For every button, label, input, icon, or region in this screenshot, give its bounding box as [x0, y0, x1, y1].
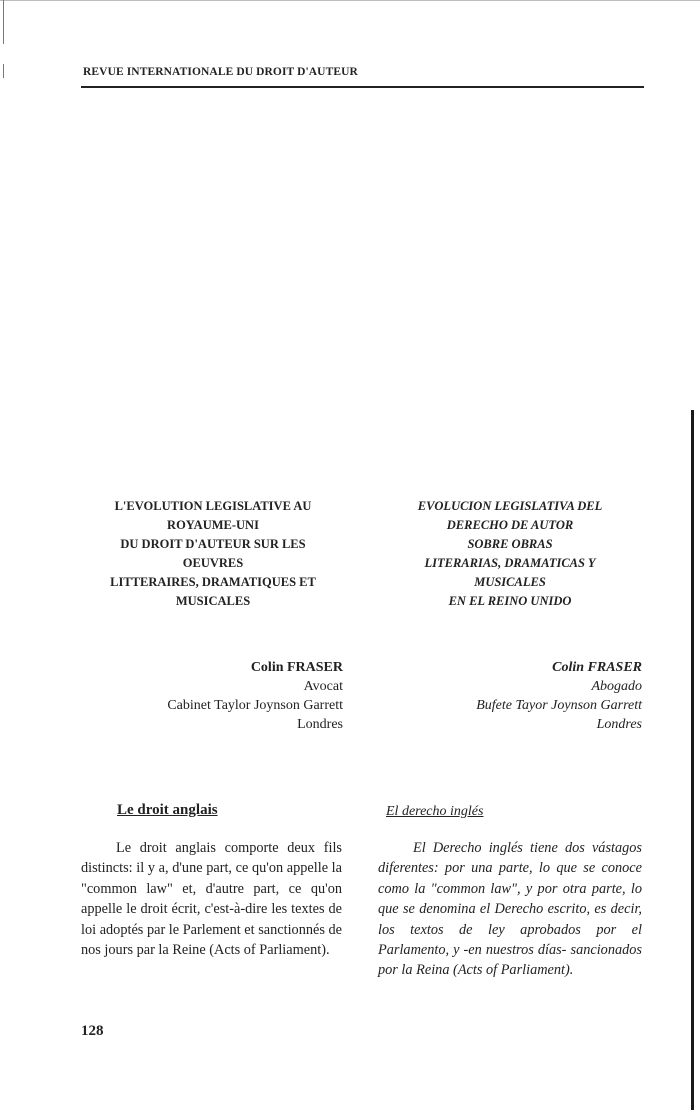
spanish-author-name: Colin FRASER	[552, 660, 642, 675]
french-author-name: Colin FRASER	[250, 660, 343, 675]
scan-edge-right	[691, 410, 694, 1110]
spanish-author-role: Abogado	[591, 679, 642, 694]
header-rule	[81, 86, 644, 88]
french-title-line: OEUVRES	[182, 556, 244, 570]
scan-edge-top	[0, 0, 700, 1]
french-author-city: Londres	[297, 717, 343, 732]
french-title-line: ROYAUME-UNI	[167, 518, 259, 532]
spanish-section-heading: El derecho inglés	[386, 804, 484, 819]
spanish-author-block	[400, 658, 642, 734]
page-number: 128	[81, 1023, 104, 1039]
french-section-heading: Le droit anglais	[117, 802, 218, 818]
spanish-author-firm: Bufete Tayor Joynson Garrett	[476, 698, 642, 713]
french-title	[88, 497, 338, 611]
french-author-block	[100, 658, 343, 734]
scan-edge-left-mark	[3, 64, 4, 78]
scan-edge-left	[3, 0, 4, 44]
spanish-title-line: LITERARIAS, DRAMATICAS Y	[424, 556, 596, 570]
french-author-role: Avocat	[303, 679, 343, 694]
running-head: REVUE INTERNATIONALE DU DROIT D'AUTEUR	[83, 66, 358, 78]
french-author-firm: Cabinet Taylor Joynson Garrett	[167, 698, 343, 713]
french-title-line: DU DROIT D'AUTEUR SUR LES	[120, 537, 306, 551]
spanish-title-line: EVOLUCION LEGISLATIVA DEL	[417, 499, 603, 513]
spanish-title-line: EN EL REINO UNIDO	[448, 594, 572, 608]
french-paragraph: Le droit anglais comporte deux fils distincts: il y a, d'une part, ce qu'on appelle la "common law" et, d'autre part, ce qu'on appelle le droit écrit, c'est-à-dire les textes de loi adoptés par le Parlement et sanctionnés de nos jours par la Reine (Acts of Parliament).	[81, 840, 342, 959]
spanish-title	[375, 497, 645, 611]
spanish-title-line: MUSICALES	[474, 575, 546, 589]
spanish-paragraph: El Derecho inglés tiene dos vástagos diferentes: por una parte, lo que se conoce como la "common law", y por otra parte, lo que se denomina el Derecho escrito, es decir, los textos de ley aprobados por el Parlamento, y -en nuestros días- sancionados por la Reina (Acts of Parliament).	[378, 840, 642, 979]
french-title-line: MUSICALES	[175, 594, 251, 608]
spanish-title-line: SOBRE OBRAS	[467, 537, 553, 551]
french-title-line: L'EVOLUTION LEGISLATIVE AU	[114, 499, 312, 513]
spanish-title-line: DERECHO DE AUTOR	[446, 518, 574, 532]
spanish-author-city: Londres	[596, 717, 642, 732]
french-title-line: LITTERAIRES, DRAMATIQUES ET	[110, 575, 316, 589]
